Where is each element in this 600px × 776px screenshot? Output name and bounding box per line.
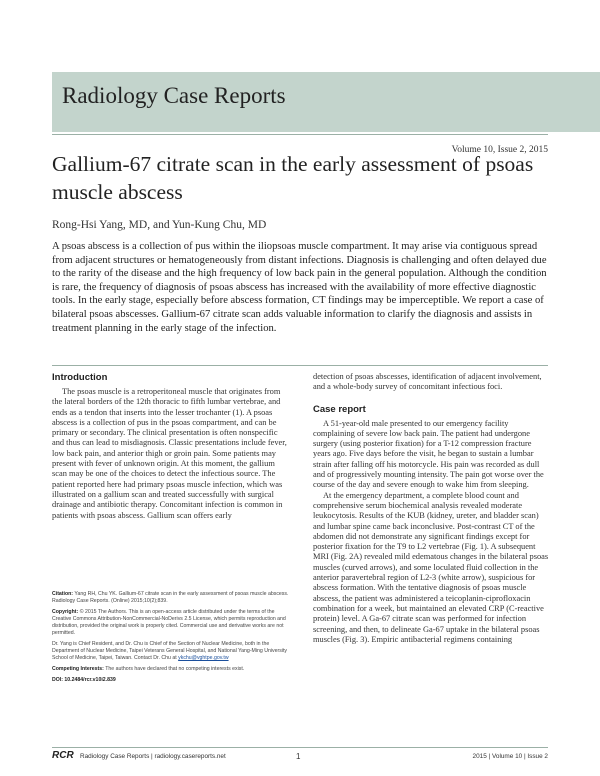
intro-continued: detection of psoas abscesses, identification of adjacent involvement, and a whole-body survey of concomitant infectious foci.	[313, 372, 542, 392]
affiliation-text: Dr. Yang is Chief Resident, and Dr. Chu is Chief of the Section of Nuclear Medicine, both in the Department of Nuclear Medicine, Taipei Veterans General Hospital, and National Yang-Ming University School of Medicine, Taipei, Taiwan. Contact Dr. Chu at	[52, 641, 287, 661]
intro-heading: Introduction	[52, 372, 108, 383]
citation-label: Citation:	[52, 591, 74, 597]
header-rule	[52, 134, 548, 135]
journal-title: Radiology Case Reports	[62, 83, 286, 108]
footer-journal-info: Radiology Case Reports | radiology.casereports.net	[80, 753, 226, 760]
left-column	[52, 372, 290, 521]
competing-note	[52, 666, 290, 673]
citation-note	[52, 591, 290, 605]
copyright-note	[52, 609, 290, 637]
article-abstract: A psoas abscess is a collection of pus within the iliopsoas muscle compartment. It may arise via contiguous spread from adjacent structures or hematogeneously from distant infections. Diagnosis is challenging and often delayed due to the rarity of the disease and the high frequency of low back pain in the general population. Although the condition is rare, the frequency of diagnosis of psoas abscess has increased with the availability of more effective diagnostic tools. In the early stage, especially before abscess formation, CT findings may be imperceptible. We report a case of bilateral psoas abscesses. Gallium-67 citrate scan adds valuable information to clarify the diagnosis and assists in treatment planning in the early stage of the infection.	[52, 241, 547, 334]
page-number: 1	[296, 752, 301, 761]
abstract-rule	[52, 365, 548, 366]
contact-email-link[interactable]: ykchu@vghtpe.gov.tw	[178, 655, 229, 661]
article-title: Gallium-67 citrate scan in the early assessment of psoas muscle abscess	[52, 152, 534, 204]
case-report-paragraph-2: At the emergency department, a complete blood count and comprehensive serum biochemical analysis revealed moderate leukocytosis. Results of the KUB (kidney, ureter, and bladder scan) and lumbar spine came back inconclusive. Post-contrast CT of the abdomen did not demonstrate any significant findings except for posterior fixation for the T9 to L2 vertebrae (Fig. 1). A subsequent MRI (Fig. 2A) revealed mild edematous changes in the bilateral psoas muscles (curved arrows), and some loculated fluid collection in the anterior paravertebral region of L2-3 (white arrow), suspicious for abscess formation. With the tentative diagnosis of psoas muscle abscess, the patient was administered a teicoplanin-ciprofloxacin combination for a week, but maintained an elevated CRP (C-reactive protein) level. A Ga-67 citrate scan was performed for infection screening, and then, to delineate Ga-67 uptake in the bilateral psoas muscles (Fig. 3). Empiric antibacterial regimens containing	[313, 490, 549, 644]
competing-text: The authors have declared that no competing interests exist.	[105, 666, 245, 672]
affiliation-note	[52, 641, 290, 662]
case-report-heading: Case report	[313, 403, 366, 415]
right-column	[313, 372, 551, 645]
copyright-text: © 2015 The Authors. This is an open-access article distributed under the terms of the Creative Commons Attribution-NonCommercial-NoDerivs 2.5 License, which permits reproduction and distribution, provided the original work is properly cited. Commercial use and derivative works are not permitted.	[52, 609, 286, 636]
article-notes	[52, 591, 290, 688]
copyright-label: Copyright:	[52, 609, 79, 615]
doi-value[interactable]: 10.2484/rcr.v10i2.839	[64, 677, 116, 683]
case-report-paragraph-1: A 51-year-old male presented to our emergency facility complaining of severe low back pain. The patient had undergone surgery (using posterior fixation) for a T-12 compression fracture years ago. Five days before the visit, he began to sustain a lumbar strain after falling off his motorcycle. His pain was recorded as dull and of progressively mounting intensity. The pain got worse over the course of the day and severe enough to wake him from sleeping.	[313, 418, 544, 490]
citation-text: Yang RH, Chu YK. Gallium-67 citrate scan in the early assessment of psoas muscle abscess. Radiology Case Reports. (Online) 2015;10(2);839.	[52, 591, 289, 604]
rcr-logo: RCR	[52, 750, 74, 761]
competing-label: Competing Interests:	[52, 666, 104, 672]
footer-rule	[52, 747, 548, 748]
footer-issue-info: 2015 | Volume 10 | Issue 2	[472, 753, 548, 760]
intro-text: The psoas muscle is a retroperitoneal muscle that originates from the lateral borders of the 12th thoracic to fifth lumbar vertebrae, and ends as a tendon that inserts into the lesser trochanter (1). A psoas abscess is a collection of pus in the psoas compartment, and can be primary or secondary. The clinical presentation is often nonspecific and thus can lead to misdiagnosis. Classic presentations include fever, low back pain, and anterior thigh or groin pain. Some patients may present with fever of unknown origin. At this moment, the gallium scan may be one of the choices to detect the infectious source. The patient reported here had primary psoas muscle infection, which was illustrated on a gallium scan and treated successfully with surgical drainage and antibiotic therapy. Concomitant infection is common in patients with psoas abscess. Gallium scan offers early	[52, 387, 287, 520]
volume-issue: Volume 10, Issue 2, 2015	[451, 145, 548, 155]
doi-note	[52, 677, 290, 684]
article-authors: Rong-Hsi Yang, MD, and Yun-Kung Chu, MD	[52, 219, 267, 231]
doi-label: DOI:	[52, 677, 63, 683]
